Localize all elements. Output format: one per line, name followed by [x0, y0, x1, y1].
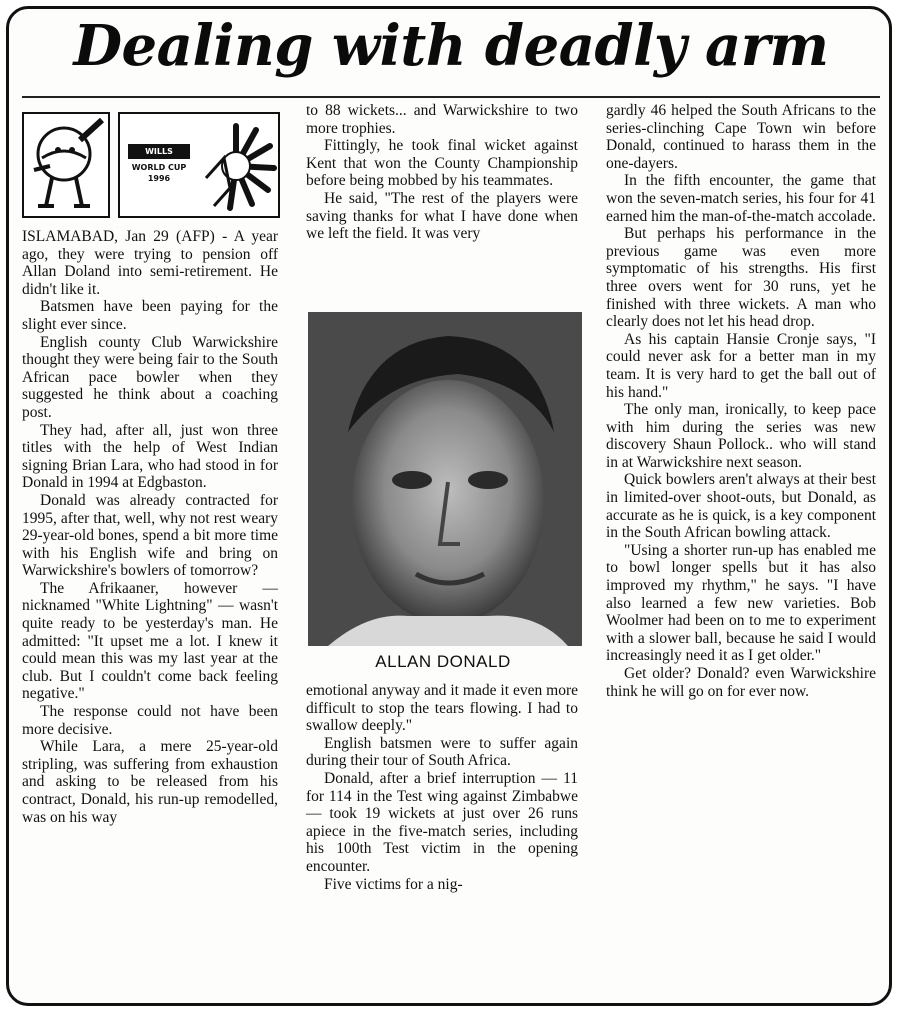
paragraph: Quick bowlers aren't always at their best in limited-over shoot-outs, but Donald, as accurate as he is quick, is a key component in the South African bowling attack. — [606, 471, 876, 542]
paragraph: The Afrikaaner, however — nicknamed "White Lightning" — wasn't quite ready to be yesterday's man. He admitted: "It upset me a lot. I knew it could mean this was my last year at the club. But I couldn't come back feeling negative." — [22, 579, 278, 703]
world-cup-logo — [118, 112, 280, 218]
article-column-3 — [606, 102, 876, 700]
paragraph: English county Club Warwickshire thought they were being fair to the South African pace bowler when they suggested he think about a coaching post. — [22, 333, 278, 421]
paragraph: gardly 46 helped the South Africans to the series-clinching Cape Town win before Donald, continued to harass them in the one-dayers. — [606, 102, 876, 172]
paragraph: He said, "The rest of the players were saving thanks for what I have done when we left the field. It was very — [306, 189, 578, 243]
world-cup-label — [128, 144, 190, 184]
paragraph: They had, after all, just won three titles with the help of West Indian signing Brian Lara, who had stood in for Donald in 1994 at Edgbaston. — [22, 421, 278, 492]
cricket-mascot-icon — [24, 114, 108, 216]
headline-rule — [22, 96, 880, 98]
paragraph: Donald was already contracted for 1995, after that, well, why not rest weary 29-year-old bones, spend a bit more time with his English wife and bring on Warwickshire's bowlers of tomorrow? — [22, 491, 278, 580]
paragraph: emotional anyway and it made it even more difficult to stop the tears flowing. I had to swallow deeply." — [306, 682, 578, 735]
paragraph: In the fifth encounter, the game that won the seven-match series, his four for 41 earned him the man-of-the-match accolade. — [606, 172, 876, 225]
paragraph: Donald, after a brief interruption — 11 for 114 in the Test wing against Zimbabwe — took 19 wickets at just over 26 runs apiece in the five-match series, including his 100th Test victim in the opening encounter. — [306, 769, 578, 875]
mascot-logo — [22, 112, 110, 218]
headline: Dealing with deadly arm — [73, 13, 829, 79]
wills-label: WILLS — [128, 144, 190, 159]
year-text: 1996 — [147, 174, 171, 183]
paragraph: But perhaps his performance in the previous game was even more symptomatic of his strengths. His first three overs went for 30 runs, yet he finished with three wickets. A man who clearly does not let his head drop. — [606, 225, 876, 331]
paragraph: While Lara, a mere 25-year-old stripling, was suffering from exhaustion and asking to be released from his contract, Donald, his run-up remodelled, was on his way — [22, 738, 278, 826]
paragraph: Batsmen have been paying for the slight ever since. — [22, 298, 278, 333]
paragraph: English batsmen were to suffer again during their tour of South Africa. — [306, 734, 578, 770]
paragraph: Fittingly, he took final wicket against Kent that won the County Championship before being mobbed by his teammates. — [306, 137, 578, 190]
portrait-photo — [308, 312, 582, 646]
paragraph: to 88 wickets... and Warwickshire to two more trophies. — [306, 102, 578, 137]
world-cup-text: WORLD CUP — [131, 163, 187, 172]
paragraph: "Using a shorter run-up has enabled me to bowl longer spells but it has also improved my rhythm," he says. "I have also learned a few new varieties. Bob Woolmer had been on to me to experiment with a slower ball, because he said I would increasingly need it as I get older." — [606, 541, 876, 665]
article-column-2-bottom — [306, 682, 578, 893]
paragraph: As his captain Hansie Cronje says, "I could never ask for a better man in my team. It is very hard to get the ball out of his hand." — [606, 330, 876, 401]
paragraph: The response could not have been more decisive. — [22, 703, 278, 738]
paragraph: Get older? Donald? even Warwickshire think he will go on for ever now. — [606, 665, 876, 700]
logo-strip — [22, 112, 280, 222]
paragraph: Five victims for a nig- — [324, 875, 463, 893]
paragraph: ISLAMABAD, Jan 29 (AFP) - A year ago, they were trying to pension off Allan Doland into semi-retirement. He didn't like it. — [22, 228, 278, 298]
article-column-1 — [22, 228, 278, 826]
paragraph: The only man, ironically, to keep pace with him during the series was new discovery Shaun Pollock.. who will stand in at Warwickshire next season. — [606, 401, 876, 471]
sunburst-icon — [194, 118, 278, 214]
allan-donald-photo — [308, 312, 582, 646]
article-column-2-top — [306, 102, 578, 243]
photo-caption: ALLAN DONALD — [375, 652, 511, 671]
